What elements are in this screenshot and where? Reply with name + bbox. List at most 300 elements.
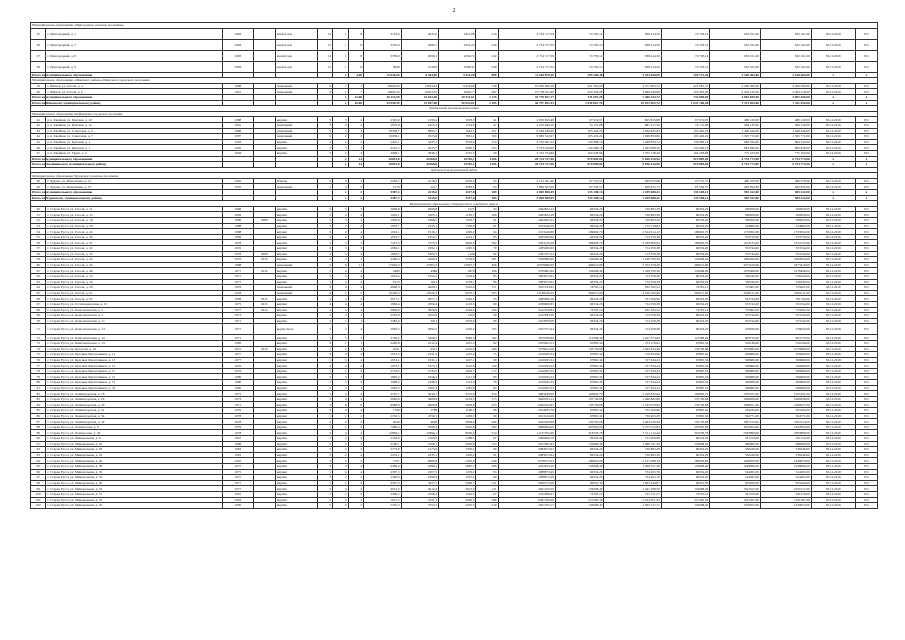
table-cell: 207995,06 [555,424,604,430]
table-cell: 560659,00 [710,212,761,218]
table-cell: 30.12.2019 [811,413,855,419]
table-cell: 4135,6 [401,195,438,201]
table-cell: 5 [317,335,332,341]
table-cell: 553744,00 [760,318,811,324]
table-cell: 632 101,00 [760,50,811,61]
section-title: Чудовский муниципальный район [31,167,878,173]
table-cell: 85 [31,408,46,414]
table-cell: 2 [348,296,363,302]
table-cell: 3 [333,251,348,257]
table-cell: x [855,190,877,196]
table-cell: 1359972,00 [710,503,761,509]
table-cell: 1288,5 [438,436,475,442]
table-cell: 2 [333,134,348,140]
table-cell: 74 795,12 [555,61,604,72]
table-cell: 2083972,92 [498,452,555,458]
table-cell: 3705,9 [364,39,401,50]
table-cell: 64 [31,285,46,291]
table-cell: кирпич [275,223,317,229]
table-cell: 469021,80 [661,262,710,268]
table-cell: 1976 [222,251,253,257]
table-cell: РО [855,357,877,363]
table-cell: 2 [348,503,363,509]
table-cell: 92 [476,251,498,257]
table-cell: x [855,156,877,162]
table-cell: 4 [333,357,348,363]
table-cell: 983 222,00 [760,195,811,201]
table-cell: 3096,5 [438,335,475,341]
table-cell: 1983 [222,234,253,240]
table-cell: 160 [476,307,498,313]
table-cell: 7 460 244,72 [604,94,661,100]
table-cell: 4612,4 [401,486,438,492]
table-cell: 43 950,59 [364,100,401,106]
table-cell: 66334,20 [661,313,710,319]
table-cell: x [811,162,855,168]
table-cell: 30.12.2019 [811,83,855,89]
table-cell: 1976 [222,363,253,369]
table-cell: 4 [333,346,348,352]
table-cell: 67 931,97 [555,117,604,123]
table-cell: 492 852,00 [710,184,761,190]
table-cell: г. Старая Русса, ул. Красных Фронтовиков, д. 31 [46,380,222,386]
table-cell: 66334,20 [555,234,604,240]
table-cell: 2092,5 [364,324,401,335]
table-cell: 4 [333,363,348,369]
table-cell: 30.12.2019 [811,178,855,184]
table-cell: кирпич [275,240,317,246]
table-cell: 3 [333,313,348,319]
table-cell: г. Старая Русса, ул. Минеральная, д. 16 [46,441,222,447]
table-cell: 2 754 717,59 [498,39,555,50]
table-cell: 742 008,00 [661,94,710,100]
table-cell: 2086,1 [401,39,438,50]
table-cell: 1931,1 [401,357,438,363]
table-cell: 6 754 773,00 [710,156,761,162]
table-cell: 48 [31,178,46,184]
table-cell: 66334,20 [661,246,710,252]
table-cell: 30.12.2019 [811,503,855,509]
table-cell: 1968 [222,441,253,447]
table-cell: 1987 [222,458,253,464]
table-row [31,324,878,335]
table-cell: 2296,8 [364,340,401,346]
table-cell: жилой дом [275,39,317,50]
table-cell: 524495,00 [760,475,811,481]
table-cell: 201 [476,257,498,263]
table-cell: 40 [31,89,46,95]
table-cell: РО [855,206,877,212]
table-cell: 30.12.2019 [811,475,855,481]
table-cell: РО [855,262,877,268]
table-cell: x [333,72,348,78]
table-cell: 1978 [222,240,253,246]
table-cell: 4 [348,357,363,363]
table-cell: 186 [476,268,498,274]
table-cell: 1076499,00 [710,268,761,274]
table-cell: РО [855,391,877,397]
table-cell: 30.12.2019 [811,363,855,369]
table-cell: 553744,00 [710,313,761,319]
table-cell: 2090,7 [438,480,475,486]
table-cell: 469021,80 [555,262,604,268]
table-cell: г. Старая Русса, ул. Гоголя, д. 13 [46,212,222,218]
table-cell: 3590806,60 [498,257,555,263]
table-cell: 221385,36 [555,497,604,503]
table-cell: 50 [476,206,498,212]
table-cell: 5 [317,352,332,358]
table-cell: 1980 [222,374,253,380]
table-cell: РО [855,363,877,369]
table-cell: 1048966,00 [710,463,761,469]
table-cell: 1 946 859,80 [604,134,661,140]
table-cell: 30.12.2019 [811,480,855,486]
table-cell: 838 414,50 [604,28,661,39]
table-cell: 1066971,00 [760,402,811,408]
table-cell: 77 [31,363,46,369]
table-cell: Итого по Чудовскому муниципальному району [32,195,103,200]
table-cell: Итого по Шимскому муниципальному району [32,100,101,105]
table-cell: 3826,9 [401,307,438,313]
table-cell: 66334,20 [661,475,710,481]
table-cell: 4135,6 [401,190,438,196]
table-cell: 983 222,00 [760,190,811,196]
table-cell: 1724,6 [438,122,475,128]
table-cell: 983 222,00 [710,195,761,201]
table-cell: 83 [31,396,46,402]
table-cell: 30.12.2019 [811,419,855,425]
table-cell: 75 [476,352,498,358]
table-cell: РО [855,229,877,235]
table-cell: 11137702,46 [498,430,555,436]
table-cell: 3457,5 [364,480,401,486]
table-cell: 1021917,00 [710,486,761,492]
table-cell: 66334,20 [555,212,604,218]
table-cell: 8 [348,402,363,408]
table-cell: 1253133,00 [760,240,811,246]
table-cell: 14 [348,162,363,168]
table-cell: 30.12.2019 [811,128,855,134]
table-cell: 2670,8 [364,122,401,128]
table-cell: 234 [476,391,498,397]
table-cell: 632 101,00 [760,61,811,72]
table-cell: 67865,34 [555,363,604,369]
table-cell: 135730,68 [555,346,604,352]
table-cell: 7 [348,89,363,95]
table-cell: 12894,1 [401,430,438,436]
table-cell: 980000,00 [710,441,761,447]
table-cell: 12894,1 [364,430,401,436]
table-cell: г. Старая Русса, ул. Минеральная, д. 51 [46,491,222,497]
table-cell: 50 [31,206,46,212]
table-cell: 5 [317,346,332,352]
table-cell: 1976 [222,368,253,374]
table-cell: 67865,34 [661,340,710,346]
table-cell: 67865,34 [555,352,604,358]
table-cell: 558020,00 [760,324,811,335]
table-cell: кирпич [275,335,317,341]
table-cell: 1982,1 [401,246,438,252]
table-cell: x [811,94,855,100]
table-cell: 2 [333,503,348,509]
table-cell: РО [855,380,877,386]
table-cell: РО [855,452,877,458]
table-cell: 2 [348,223,363,229]
table-cell: 199692,70 [661,240,710,246]
table-cell: 4389,4 [364,463,401,469]
table-cell: 2 [333,441,348,447]
table-cell: 3 [348,246,363,252]
table-cell: 1984 [222,296,253,302]
table-cell: 30.12.2019 [811,117,855,123]
table-cell: 919 809,00 [661,162,710,168]
table-cell: 66334,20 [555,318,604,324]
table-cell: 825 825,88 [604,117,661,123]
table-cell: 90 [31,436,46,442]
table-cell: 1 268 859,72 [604,139,661,145]
table-cell: 1 464 316,94 [604,419,661,425]
table-cell: 846 [476,262,498,268]
table-cell: 5 [317,396,332,402]
table-cell: 9 [317,285,332,291]
table-cell: 2 [333,223,348,229]
table-cell: 2103246,50 [498,223,555,229]
table-cell: 66334,20 [661,296,710,302]
table-cell: 92 [31,447,46,453]
table-cell: 983 830,00 [760,145,811,151]
table-cell: РО [855,150,877,156]
table-cell: г. Старая Русса, ул. Ленинградская, д. 31 [46,408,222,414]
table-cell: кирпич [275,352,317,358]
table-cell: 569669,00 [710,352,761,358]
table-cell: РО [855,246,877,252]
table-cell: 10226,3 [401,290,438,296]
table-cell: 2396,2 [401,491,438,497]
table-cell: 4 [348,352,363,358]
table-cell: 4192453,20 [498,463,555,469]
table-cell: 3 [348,307,363,313]
table-cell: РО [855,346,877,352]
table-cell: 7642,1 [438,128,475,134]
table-cell: 43 [31,128,46,134]
table-cell: 2 246 832,94 [604,391,661,397]
table-cell: 569669,00 [710,385,761,391]
table-cell: 2139,8 [401,61,438,72]
table-cell: 5 [317,296,332,302]
table-cell: 67865,34 [555,413,604,419]
table-cell: 12 [317,39,332,50]
table-cell: 1066958,00 [760,396,811,402]
table-cell: 2410295,34 [498,385,555,391]
table-cell: 1983 [222,28,253,39]
table-cell: 490 370,00 [710,178,761,184]
table-cell: 100 [31,491,46,497]
table-cell: 12,00 [348,94,363,100]
table-cell: 714 358,38 [604,234,661,240]
table-cell: 5 [317,184,332,190]
table-cell: 80 [31,380,46,386]
table-cell: 4 [348,268,363,274]
table-cell: 5 [317,318,332,324]
table-cell: 1991 [222,89,253,95]
table-cell: 6 754 773,00 [710,162,761,168]
table-cell: 1330,4 [438,447,475,453]
table-cell: 1977 [222,268,253,274]
table-cell: 38 [31,61,46,72]
table-cell: 2390,9 [401,475,438,481]
table-cell: 1983 [222,497,253,503]
table-cell: 1 [348,318,363,324]
table-cell: 2350,5 [364,413,401,419]
table-cell: 4 [348,447,363,453]
table-cell: 67865,34 [661,368,710,374]
table-cell: 9068,8 [364,402,401,408]
table-cell: x [855,94,877,100]
table-cell: 1992 [222,145,253,151]
table-cell: 1 930 925,94 [604,128,661,134]
table-cell: 1303,7 [438,218,475,224]
table-cell: 1977 [222,480,253,486]
table-cell: г. Старая Русса, ул. Гоголя, д. 24 [46,229,222,235]
table-cell [253,324,275,335]
table-cell: x [855,162,877,168]
table-cell: 1097213,00 [760,419,811,425]
table-cell: 4 000 808,49 [498,195,555,201]
table-cell: РО [855,480,877,486]
table-cell: 211 [476,486,498,492]
table-cell: 5437,1 [401,139,438,145]
table-cell: 135 108,14 [555,190,604,196]
table-cell: 5 [317,441,332,447]
table-cell: 3838,1 [401,150,438,156]
table-cell: 2 [348,190,363,196]
table-cell: 33 007,60 [401,100,438,106]
table-cell [253,28,275,39]
table-cell: кирпич [275,273,317,279]
table-cell: 2 528 404,00 [710,72,761,78]
table-cell: 99501,30 [661,480,710,486]
table-cell: 97 [476,491,498,497]
table-cell: 1652854,00 [760,424,811,430]
table-cell: кирпич [275,503,317,509]
table-cell: 5 [317,145,332,151]
table-cell: 66334,20 [661,324,710,335]
table-cell: 30.12.2019 [811,223,855,229]
table-cell: 2077,1 [401,296,438,302]
table-cell: 3 [348,184,363,190]
table-cell: 30.12.2019 [811,257,855,263]
table-cell: 550149,00 [710,340,761,346]
table-cell: 569669,00 [760,374,811,380]
table-cell: РО [855,240,877,246]
table-cell: 1962 [222,178,253,184]
table-cell: 163 [476,145,498,151]
table-cell: РО [855,497,877,503]
table-cell: 4 [333,212,348,218]
table-cell: 66334,20 [661,223,710,229]
table-cell: 5 [317,475,332,481]
table-cell: 3826,9 [364,307,401,313]
table-cell: г. Старая Русса, ул. Гоголя, д. 49 [46,268,222,274]
table-cell: 4640 [364,419,401,425]
table-cell: 2390,9 [364,475,401,481]
table-cell: 9 011,00 [438,72,475,78]
table-cell: 74 [31,346,46,352]
table-cell: 4 [348,469,363,475]
table-cell: 4 [348,346,363,352]
table-cell: 42268,8 [401,156,438,162]
table-cell: 1986 [222,128,253,134]
table-cell: 727 634,24 [604,374,661,380]
table-cell: 2 [348,441,363,447]
table-cell: жилой дом [275,50,317,61]
table-cell: 49 [31,184,46,190]
table-cell: 4 [333,430,348,436]
table-cell: г. Старая Русса, ул. Гоголя, д. 30 [46,234,222,240]
table-cell: 2410295,34 [498,357,555,363]
table-cell: 1977 [222,273,253,279]
table-cell: РО [855,128,877,134]
table-cell: 536249,00 [710,447,761,453]
table-cell: 17603,3 [401,262,438,268]
table-cell: г. Старая Русса, пр. Кутузова, д. 16 [46,346,222,352]
table-cell: 2083,6 [438,184,475,190]
table-cell: 30.12.2019 [811,335,855,341]
table-cell: 2235,6 [438,346,475,352]
table-cell: 10226,3 [364,290,401,296]
table-cell: 66334,20 [661,436,710,442]
table-cell: г. Чудово, ул. Вокзальная, д. 12 [46,178,222,184]
table-cell: 2163,9 [401,436,438,442]
table-cell: 5 [317,246,332,252]
table-cell: 727 634,24 [604,385,661,391]
table-cell: 1975 [222,469,253,475]
table-cell: 3387,3 [364,195,401,201]
table-cell: г. Старая Русса, ул. Гоголя, д. 54 [46,273,222,279]
table-cell: 66334,20 [661,212,710,218]
table-cell: 7681,1 [438,134,475,140]
table-cell: 8 [333,402,348,408]
table-cell: 130 286,16 [555,145,604,151]
table-cell: РО [855,61,877,72]
table-cell: 2012 [253,296,275,302]
table-cell: 75 [31,352,46,358]
table-cell: 135730,68 [661,346,710,352]
table-cell: 1205,6 [438,246,475,252]
table-cell: 214 [476,28,498,39]
table-cell: 2011 [401,318,438,324]
table-cell: кирпич [275,475,317,481]
table-cell: р.п. Хвойная, ул. Труда, д. 2 [46,150,222,156]
table-cell: 5993,8 [438,402,475,408]
table-cell: кирпич [275,491,317,497]
table-cell: 720 863,39 [604,218,661,224]
table-cell: 2 528 404,00 [760,72,811,78]
table-cell: 890 [476,72,498,78]
table-cell: 5051703,17 [498,503,555,509]
table-cell: 4,00 [348,72,363,78]
table-cell: 299 172,48 [661,72,710,78]
table-cell: 67865,34 [555,357,604,363]
table-cell: 4 802 650,00 [710,94,761,100]
table-row [31,39,878,50]
table-cell: 2410295,34 [498,363,555,369]
table-cell: 1 075 138,20 [604,150,661,156]
table-cell: 2235,6 [438,391,475,397]
table-cell: 1977 [222,279,253,285]
table-cell: 69 [476,301,498,307]
table-cell: 5 [317,374,332,380]
